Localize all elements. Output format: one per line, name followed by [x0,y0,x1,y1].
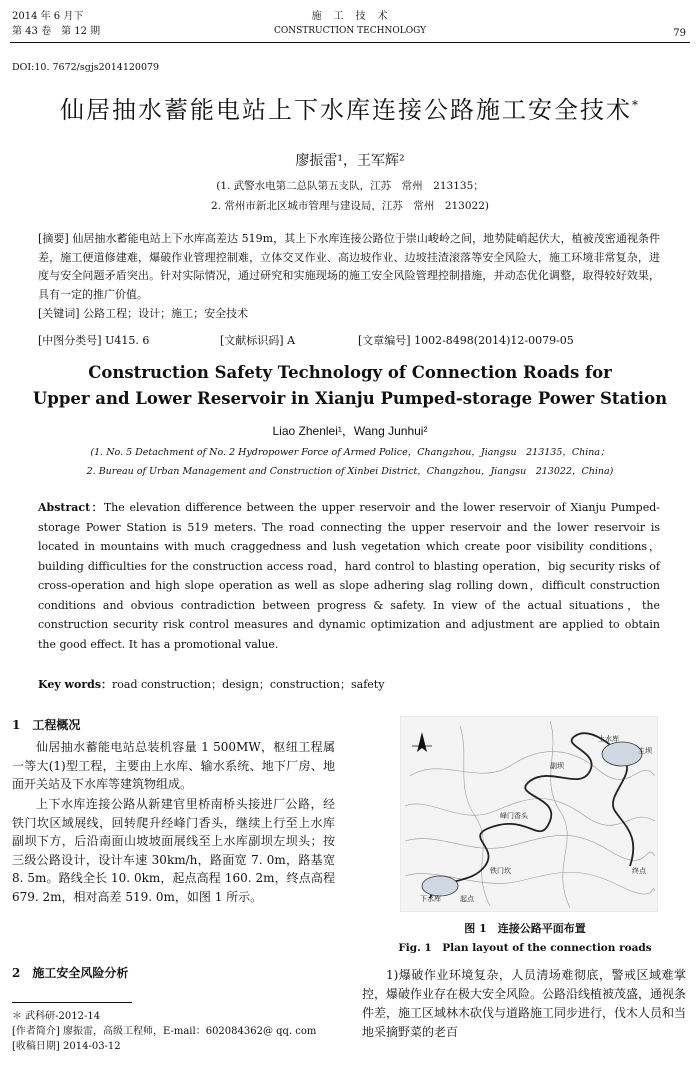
abstract-en-text: The elevation difference between the upper reservoir and the lower reservoir of Xianju Pumped-storage Power Station is 519 meters. The road connecting the upper reservoir and the lower reservoir is located in mountains with much craggedness and lush vegetation which create poor visibility conditions，building difficulties for the construction access road，hard control to blasting operation，big security risks of cross-operation and high slope operation as well as slope adhering slag rolling down，difficult construction conditions and obvious contradiction between progress & safety. In view of the actual situations，the construction security risk control measures and dynamic optimization and adjustment are applied to obtain the good effect. It has a promotional value. [38,501,660,651]
map-label-end: 终点 [632,867,646,875]
article-number-label: [文章编号] [358,334,411,347]
doc-code-label: [文献标识码] [220,334,284,347]
section-2-heading: 2 施工安全风险分析 [12,966,129,980]
footnote-author [12,1025,316,1039]
footnote-author-label: [作者简介] [12,1026,60,1037]
map-label-main-dam: 主坝 [638,747,652,755]
keywords-cn-label: [关键词] [38,307,80,320]
figure-map [400,716,658,912]
footnote-rule [12,1002,132,1003]
title-en-line-1: Construction Safety Technology of Connection Roads for [88,363,612,382]
affil-en-1: (1. No. 5 Detachment of No. 2 Hydropower Force of Armed Police，Changzhou，Jiangsu 213135，China； [90,447,610,458]
abstract-cn-text: 仙居抽水蓄能电站上下水库高差达 519m，其上下水库连接公路位于崇山峻岭之间，地势陡峭起伏大，植被茂密通视条件差，施工便道修建难，爆破作业管理控制难，立体交叉作业、高边坡作业、边坡挂渣滚落等安全风险大，施工环境非常复杂，进度与安全问题矛盾突出。针对实际情况，通过研究和实施现场的施工安全风险管理控制措施，并动态优化调整，取得较好效果，具有一定的推广价值。 [38,232,660,301]
doi: DOI:10. 7672/sgjs2014120079 [12,62,160,73]
section-1-heading: 1 工程概况 [12,718,81,732]
affil-cn-2: 2. 常州市新北区城市管理与建设局，江苏 常州 213022) [210,200,490,212]
abstract-cn [38,230,660,304]
footnote-date [12,1040,121,1054]
map-label-start: 起点 [460,895,474,903]
header-journal-cn: 施 工 技 术 [311,11,389,22]
keywords-en [38,676,384,692]
footnote-star: ＊ 武科研-2012-14 [12,1011,101,1022]
map-label-upper-reservoir: 上水库 [598,735,619,743]
keywords-cn-text: 公路工程；设计；施工；安全技术 [83,307,249,320]
page-number: 79 [673,28,686,39]
keywords-en-text: road construction；design；construction；safety [112,678,385,691]
map-label-fengmen: 峰门香头 [500,812,528,820]
title-footnote-mark: * [632,98,640,112]
footnote-date-text: 2014-03-12 [63,1041,121,1052]
clc [38,332,149,348]
header-date: 2014 年 6 月下 [12,11,84,22]
doc-code [220,332,295,348]
header-journal-en: CONSTRUCTION TECHNOLOGY [273,26,427,36]
title-cn-text: 仙居抽水蓄能电站上下水库连接公路施工安全技术 [60,96,632,124]
title-cn [0,90,700,125]
article-number [358,332,574,348]
doc-code-value: A [287,334,296,347]
title-en-line-2: Upper and Lower Reservoir in Xianju Pumped-storage Power Station [32,389,668,408]
map-label-tiemenkan: 铁门坎 [490,867,511,875]
title-en [0,360,700,412]
clc-label: [中图分类号] [38,334,102,347]
authors-cn: 廖振雷¹，王军辉² [295,153,405,169]
abstract-en [38,498,660,654]
figure-caption-cn: 图 1 连接公路平面布置 [464,922,586,935]
footnote-author-text: 廖振雷，高级工程师，E-mail：602084362@ qq. com [63,1026,317,1037]
clc-value: U415. 6 [105,334,150,347]
authors-en: Liao Zhenlei¹，Wang Junhui² [272,424,428,438]
header-volume: 第 43 卷 第 12 期 [12,26,101,37]
keywords-cn [38,305,248,321]
affil-cn-1: (1. 武警水电第二总队第五支队，江苏 常州 213135； [216,180,484,192]
abstract-cn-label: [摘要] [38,232,69,245]
right-column-para: 1)爆破作业环境复杂，人员清场难彻底，警戒区域难掌控，爆破作业存在极大安全风险。公路沿线植被茂盛，通视条件差，施工区域林木砍伐与道路施工同步进行，伐木人员和当地采摘野菜的老百 [362,968,687,1039]
header-rule [10,42,690,43]
affil-en-2: 2. Bureau of Urban Management and Construction of Xinbei District，Changzhou，Jiangsu 213022，China) [86,466,614,477]
section-1-para-1: 仙居抽水蓄能电站总装机容量 1 500MW，枢纽工程属一等大(1)型工程，主要由上水库、输水系统、地下厂房、地面开关站及下水库等建筑物组成。 [12,740,335,791]
keywords-en-label: Key words： [38,678,113,691]
map-label-aux-dam: 副坝 [550,762,564,770]
figure-caption-en: Fig. 1 Plan layout of the connection roads [398,942,652,954]
abstract-en-label: Abstract： [38,501,104,514]
section-1-para-2: 上下水库连接公路从新建官里桥南桥头接进厂公路，经铁门坎区域展线，回转爬升经峰门香头，继续上行至上水库副坝下方，后沿南面山坡坡面展线至上水库副坝左坝头；按三级公路设计，设计车速 30km/h，路面宽 7. 0m，路基宽 8. 5m。路线全长 10. 0km，起点高程 160. 2m，终点高程 679. 2m，相对高差 519. 0m，如图 1 所示。 [12,797,335,904]
article-number-value: 1002-8498(2014)12-0079-05 [414,334,574,347]
map-label-lower-reservoir: 下水库 [420,895,441,903]
footnote-date-label: [收稿日期] [12,1041,60,1052]
